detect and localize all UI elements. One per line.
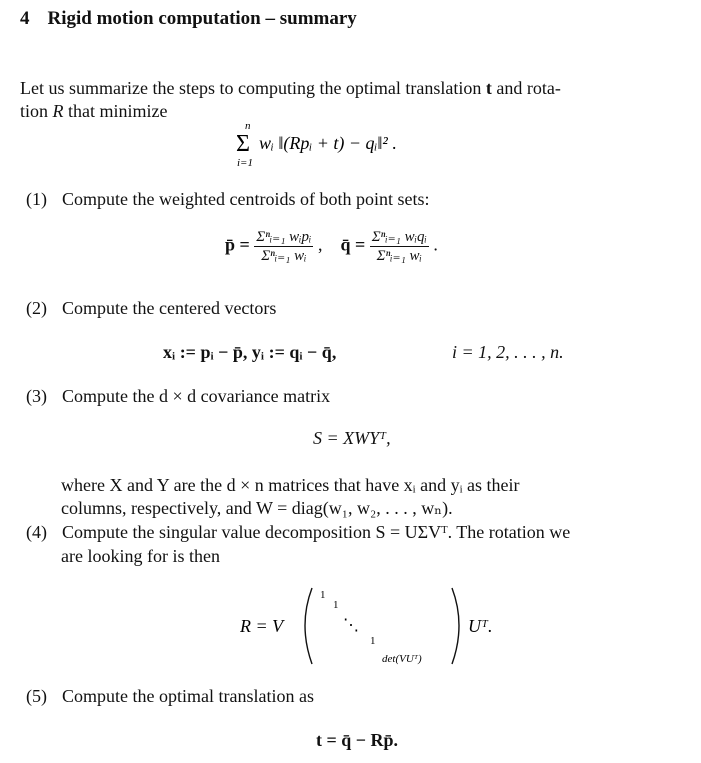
step-2-text: Compute the centered vectors <box>62 298 277 318</box>
rotation-equation <box>240 582 520 672</box>
centroid-p-fraction <box>254 228 313 265</box>
intro-paragraph <box>20 77 680 123</box>
diag-entry-2: 1 <box>333 599 339 611</box>
rotation-svg <box>240 582 520 672</box>
step-5-label: (5) <box>26 686 47 706</box>
intro-text-b: and rota- <box>491 78 561 98</box>
covariance-expr: S = XWYᵀ, <box>313 428 391 448</box>
centroid-equations <box>225 228 438 265</box>
centroid-q-numerator: Σⁿᵢ₌₁ wᵢqᵢ <box>371 229 427 245</box>
step-4-cont-line1: are looking for is then <box>61 546 220 566</box>
diag-entry-det: det(VUᵀ) <box>382 653 422 665</box>
covariance-equation <box>313 428 391 449</box>
centroid-q-denominator: Σⁿᵢ₌₁ wᵢ <box>376 248 422 264</box>
intro-symbol-R: R <box>52 101 64 121</box>
left-paren <box>305 588 312 664</box>
section-title: Rigid motion computation – summary <box>47 8 357 29</box>
centroid-q-fraction <box>370 228 429 265</box>
rotation-rhs: Uᵀ. <box>468 616 493 636</box>
sum-upper-limit: n <box>245 120 251 132</box>
step-4-continuation <box>61 545 681 568</box>
centered-vectors-range-text: i = 1, 2, . . . , n. <box>452 342 564 362</box>
step-2 <box>26 297 681 320</box>
diag-entry-3: 1 <box>370 635 376 647</box>
translation-equation <box>316 730 398 751</box>
sum-lower-limit: i=1 <box>237 157 253 169</box>
step-1-label: (1) <box>26 189 47 209</box>
centroid-p-lhs: p̄ = <box>225 234 250 255</box>
step-3 <box>26 385 681 408</box>
step-3-cont-line2: columns, respectively, and W = diag(w₁, w₂, . . . , wₙ). <box>61 498 453 518</box>
centered-vectors-range <box>452 342 564 363</box>
centroid-q-lhs: q̄ = <box>340 234 366 255</box>
section-number: 4 <box>20 8 30 29</box>
step-3-cont-line1: where X and Y are the d × n matrices that have xᵢ and yᵢ as their <box>61 475 520 495</box>
objective-equation <box>233 118 493 170</box>
section-heading <box>20 8 357 30</box>
step-2-label: (2) <box>26 298 47 318</box>
intro-text-d: that minimize <box>63 101 168 121</box>
intro-text-c: tion <box>20 101 53 121</box>
translation-expr: t = q̄ − Rp̄. <box>316 730 399 750</box>
step-5-text: Compute the optimal translation as <box>62 686 314 706</box>
centered-vectors-equation <box>163 342 336 363</box>
step-4-label: (4) <box>26 522 47 542</box>
diag-entry-1: 1 <box>320 589 326 601</box>
diag-dots: ⋱ <box>343 617 359 634</box>
centroid-comma: , <box>317 234 336 255</box>
step-4 <box>26 521 681 544</box>
intro-symbol-t: t <box>485 78 492 98</box>
sum-sign: Σ <box>236 131 250 157</box>
step-3-text: Compute the d × d covariance matrix <box>62 386 331 406</box>
step-3-continuation <box>61 474 681 520</box>
centroid-p-denominator: Σⁿᵢ₌₁ wᵢ <box>261 248 307 264</box>
step-5 <box>26 685 681 708</box>
centroid-period: . <box>433 234 438 255</box>
rotation-lhs: R = V <box>240 616 284 636</box>
step-1-text: Compute the weighted centroids of both point sets: <box>62 189 430 209</box>
centered-vectors-expr: xᵢ := pᵢ − p̄, yᵢ := qᵢ − q̄, <box>163 342 337 362</box>
objective-svg <box>233 118 493 170</box>
centroid-p-numerator: Σⁿᵢ₌₁ wᵢpᵢ <box>256 229 312 245</box>
objective-body: wᵢ ‖(Rpᵢ + t) − qᵢ‖² . <box>259 133 397 153</box>
step-1 <box>26 188 681 211</box>
intro-text-a: Let us summarize the steps to computing the optimal translation <box>20 78 486 98</box>
step-3-label: (3) <box>26 386 47 406</box>
step-4-text: Compute the singular value decomposition S = UΣVᵀ. The rotation we <box>62 522 571 542</box>
right-paren <box>452 588 459 664</box>
